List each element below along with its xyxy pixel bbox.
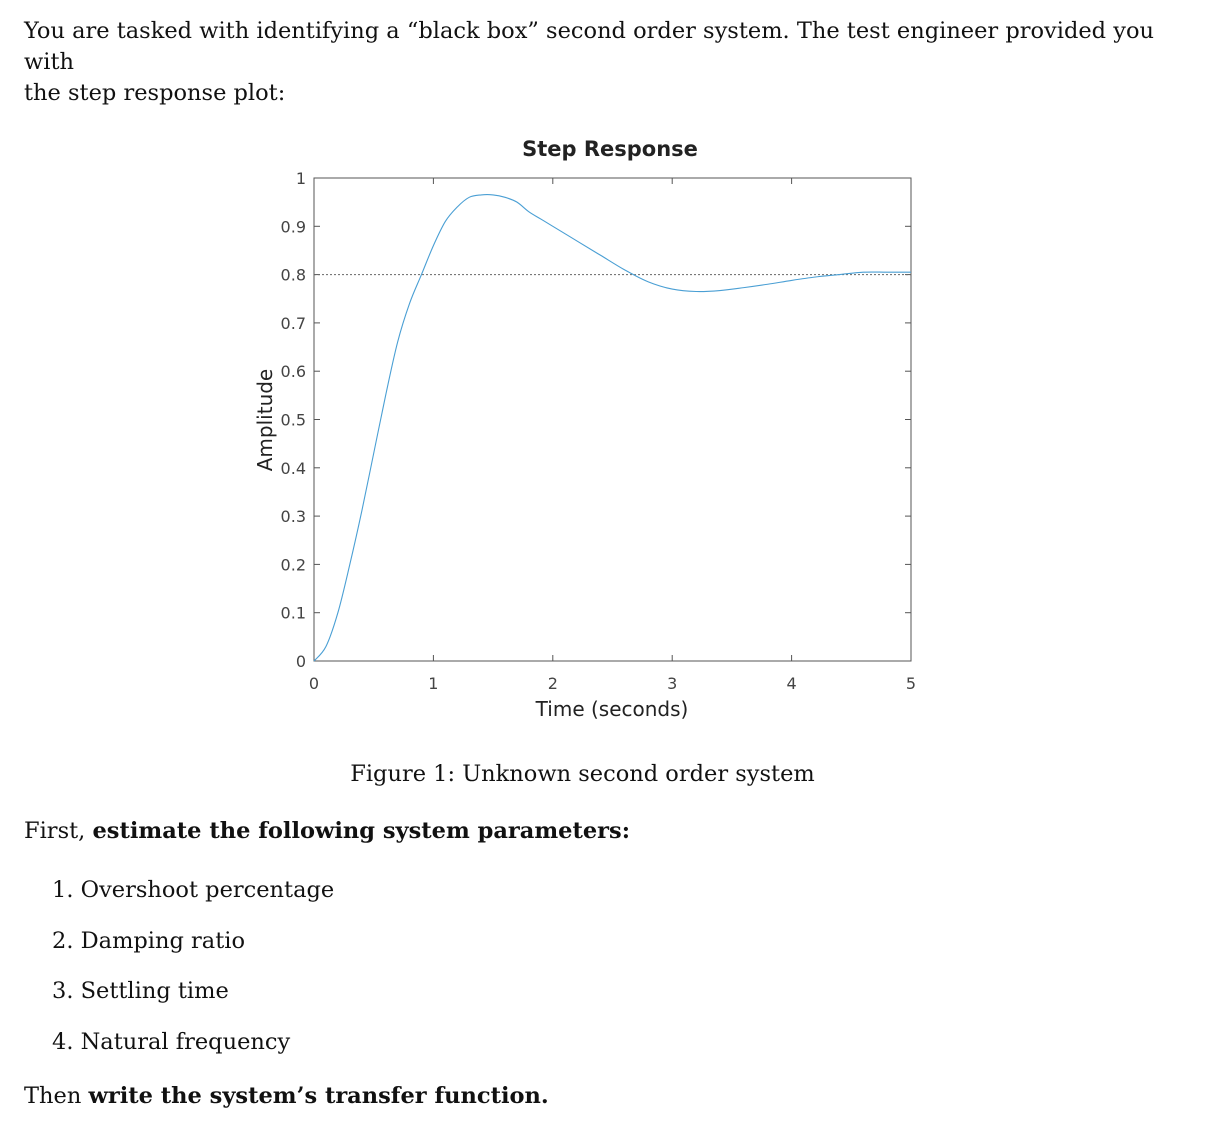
closing-instruction	[24, 1083, 549, 1109]
plot-area	[314, 178, 911, 661]
closing-bold: write the system’s transfer function.	[88, 1083, 549, 1109]
closing-prefix: Then	[24, 1083, 82, 1109]
y-tick-label: 0.6	[280, 362, 306, 382]
y-tick-label: 0.9	[280, 217, 306, 237]
chart-title: Step Response	[522, 137, 698, 161]
intro-paragraph	[24, 16, 1184, 109]
parameter-list	[52, 875, 334, 1077]
estimate-prefix: First,	[24, 818, 86, 844]
y-tick-labels	[281, 169, 306, 671]
y-tick-label: 0.3	[280, 507, 306, 527]
y-tick-label: 1	[295, 169, 306, 188]
y-tick-label: 0.4	[280, 458, 306, 478]
y-tick-label: 0.5	[280, 410, 306, 430]
figure-caption: Figure 1: Unknown second order system	[350, 761, 815, 787]
estimate-bold: estimate the following system parameters:	[92, 818, 631, 844]
y-tick-label: 0.2	[280, 555, 306, 575]
param-item: 1. Overshoot percentage	[52, 877, 335, 903]
x-tick-label: 4	[786, 674, 797, 693]
x-tick-labels	[309, 674, 916, 693]
x-tick-label: 5	[905, 674, 917, 693]
x-tick-label: 3	[667, 674, 678, 693]
x-tick-label: 0	[308, 674, 320, 693]
step-response-chart	[240, 130, 940, 740]
x-tick-label: 1	[428, 674, 439, 693]
param-item: 2. Damping ratio	[52, 927, 246, 954]
step-response-figure	[240, 130, 940, 740]
estimate-instruction	[24, 818, 630, 844]
y-tick-label: 0	[295, 652, 306, 671]
intro-line-2: the step response plot:	[24, 80, 286, 106]
y-tick-label: 0.1	[280, 603, 306, 623]
intro-line-1: You are tasked with identifying a “black box” second order system. The test engineer provided you with	[24, 18, 1154, 75]
param-item: 3. Settling time	[52, 978, 229, 1004]
y-tick-label: 0.7	[280, 313, 306, 333]
y-tick-label: 0.8	[280, 265, 306, 285]
x-tick-label: 2	[547, 674, 558, 693]
param-item: 4. Natural frequency	[52, 1028, 291, 1055]
y-axis-label: Amplitude	[253, 368, 277, 472]
x-axis-label: Time (seconds)	[535, 697, 689, 721]
